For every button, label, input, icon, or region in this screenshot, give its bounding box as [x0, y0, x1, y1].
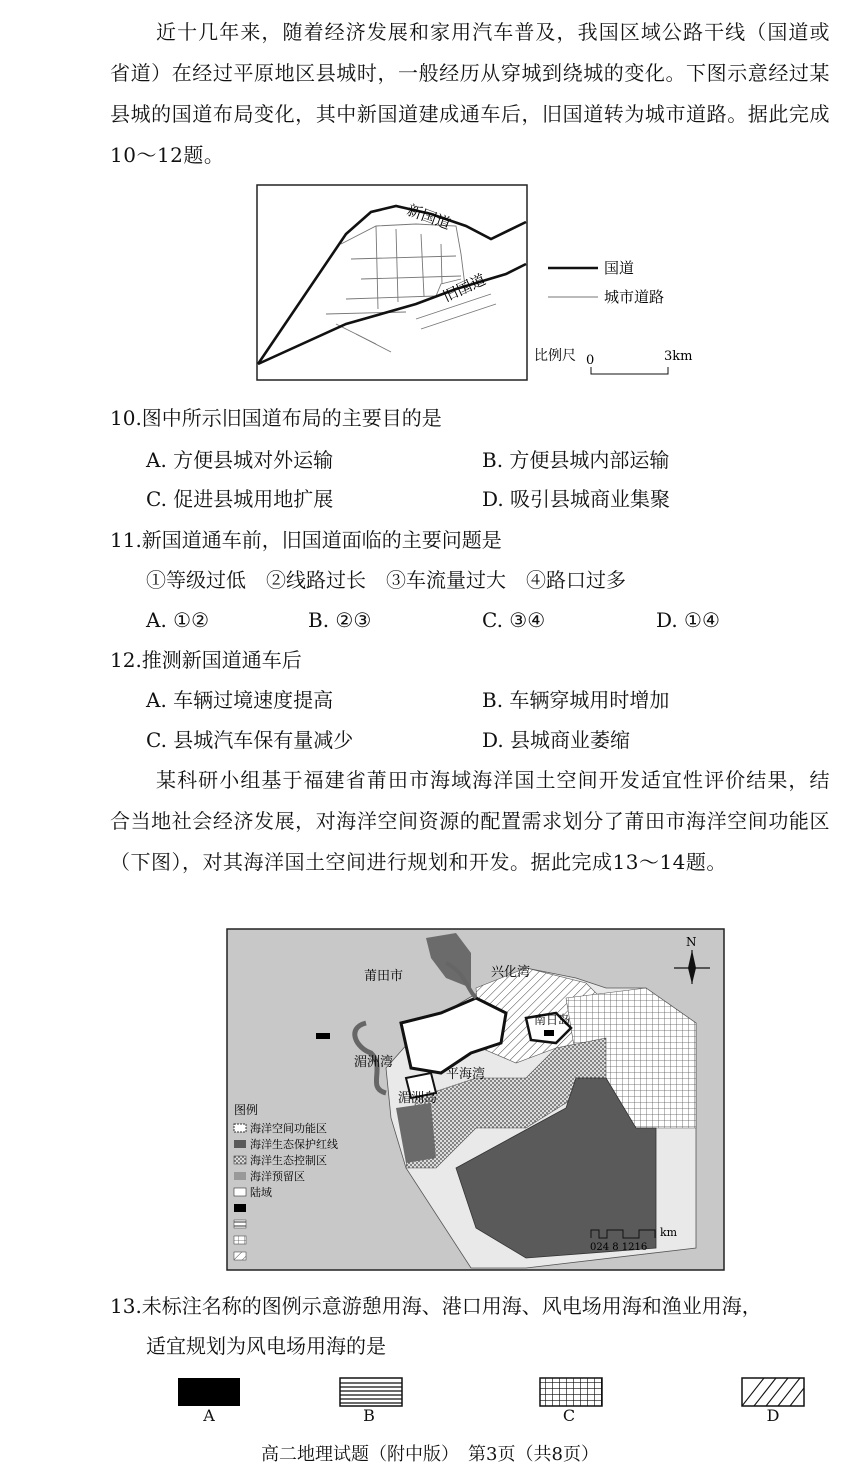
svg-text:海洋空间功能区: 海洋空间功能区 [250, 1122, 327, 1135]
symbol-d-diagonal-hatch [740, 1376, 806, 1408]
legend-national-road: 国道 [604, 259, 635, 277]
symbol-c-label: C [562, 1406, 576, 1425]
place-xinghua: 兴化湾 [491, 965, 531, 980]
place-pinghai: 平海湾 [446, 1067, 486, 1082]
q10-option-b: B. 方便县城内部运输 [482, 448, 670, 472]
q10-option-c: C. 促进县城用地扩展 [146, 487, 334, 511]
place-meizhou-island: 湄洲岛 [398, 1091, 438, 1106]
symbol-b-label: B [363, 1406, 375, 1425]
q11-option-c: C. ③④ [482, 608, 546, 632]
q12-option-a: A. 车辆过境速度提高 [146, 688, 334, 712]
q11-option-d: D. ①④ [656, 608, 720, 632]
svg-text:陆域: 陆域 [250, 1186, 272, 1199]
symbol-d-label: D [766, 1406, 780, 1425]
svg-text:海洋生态控制区: 海洋生态控制区 [250, 1154, 327, 1167]
q10-stem: 10.图中所示旧国道布局的主要目的是 [110, 406, 442, 430]
place-meizhou-bay: 湄洲湾 [354, 1055, 394, 1070]
q12-option-b: B. 车辆穿城用时增加 [482, 688, 670, 712]
q11-option-a: A. ①② [146, 608, 210, 632]
q13-stem-line2: 适宜规划为风电场用海的是 [146, 1334, 386, 1358]
legend-city-road: 城市道路 [604, 288, 665, 306]
page-footer: 高二地理试题（附中版） 第3页（共8页） [261, 1444, 599, 1465]
q11-items: ①等级过低 ②线路过长 ③车流量过大 ④路口过多 [146, 568, 626, 592]
svg-text:024 8 1216: 024 8 1216 [590, 1242, 648, 1253]
scale-end: 3km [664, 349, 693, 364]
symbol-a-solid [176, 1376, 242, 1408]
svg-text:海洋生态保护红线: 海洋生态保护红线 [250, 1138, 338, 1151]
q12-stem: 12.推测新国道通车后 [110, 648, 302, 672]
q13-stem-line1: 13.未标注名称的图例示意游憩用海、港口用海、风电场用海和渔业用海， [110, 1294, 762, 1318]
old-road-label: 旧国道 [440, 270, 489, 306]
scale-label: 比例尺 [534, 348, 576, 364]
q10-option-a: A. 方便县城对外运输 [146, 448, 334, 472]
symbol-b-horizontal-lines [338, 1376, 404, 1408]
putian-marine-map [226, 928, 726, 1272]
intro-paragraph-2: 某科研小组基于福建省莆田市海域海洋国土空间开发适宜性评价结果，结合当地社会经济发展，对海洋空间资源的配置需求划分了莆田市海洋空间功能区（下图），对其海洋国土空间进行规划和开发。据此完成13～14题。 [110, 768, 830, 874]
symbol-c-grid [538, 1376, 604, 1408]
svg-text:图例: 图例 [234, 1103, 259, 1117]
symbol-a-label: A [203, 1406, 215, 1425]
place-nanri: 南日岛 [534, 1013, 571, 1027]
q12-option-c: C. 县城汽车保有量减少 [146, 728, 354, 752]
q12-option-d: D. 县城商业萎缩 [482, 728, 631, 752]
new-road-label: 新国道 [404, 200, 454, 234]
q11-option-b: B. ②③ [308, 608, 372, 632]
q10-option-d: D. 吸引县城商业集聚 [482, 487, 671, 511]
svg-text:km: km [660, 1226, 678, 1239]
intro-paragraph-1: 近十几年来，随着经济发展和家用汽车普及，我国区域公路干线（国道或省道）在经过平原地区县城时，一般经历从穿城到绕城的变化。下图示意经过某县城的国道布局变化，其中新国道建成通车后，旧国道转为城市道路。据此完成10～12题。 [110, 20, 830, 167]
scale-zero: 0 [586, 353, 595, 368]
place-putian: 莆田市 [364, 969, 404, 984]
svg-text:N: N [686, 935, 697, 949]
svg-text:海洋预留区: 海洋预留区 [250, 1170, 305, 1183]
q11-stem: 11.新国道通车前，旧国道面临的主要问题是 [110, 528, 502, 552]
county-road-figure [256, 184, 706, 384]
